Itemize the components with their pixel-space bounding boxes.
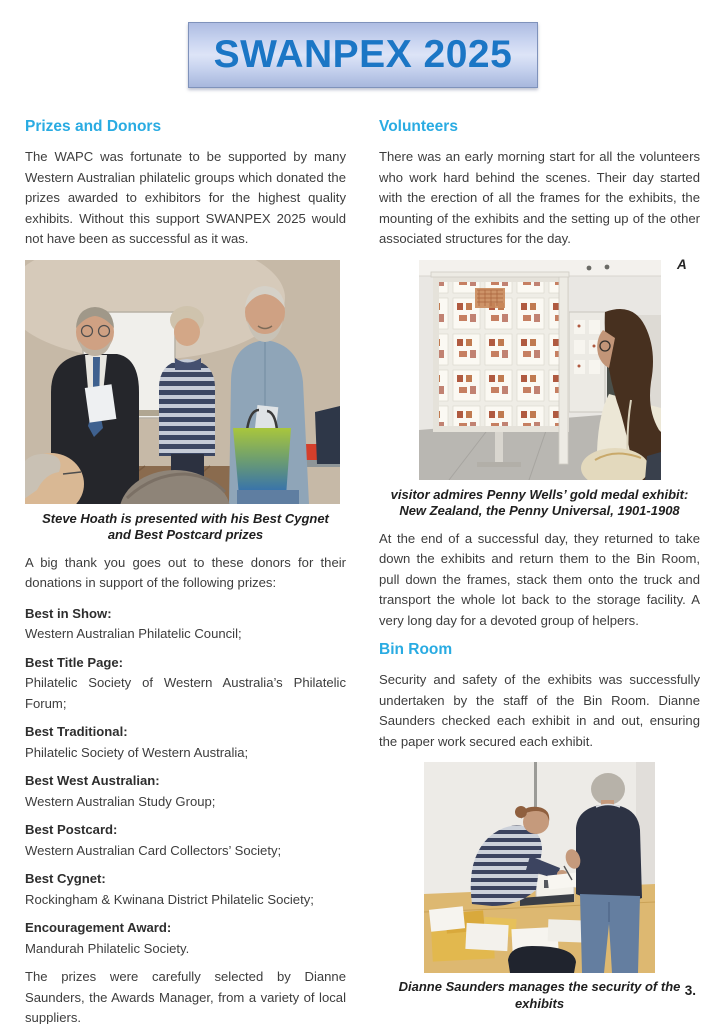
prize-donor: Philatelic Society of Western Australia’s Philatelic Forum; <box>25 675 346 711</box>
heading-bin-room: Bin Room <box>379 641 453 658</box>
prize-donor: Rockingham & Kwinana District Philatelic Society; <box>25 891 314 907</box>
prizes-closing-paragraph: The prizes were carefully selected by Dianne Saunders, the Awards Manager, from a variety of local suppliers. <box>25 969 346 1024</box>
prize-item-best-in-show <box>25 604 346 645</box>
prize-photo-caption: Steve Hoath is presented with his Best Cygnet and Best Postcard prizes <box>42 510 329 542</box>
volunteers-paragraph: There was an early morning start for all the volunteers who work hard behind the scenes. Their day started with the erection of all the frames for the exhibits, the mounting of the exhibits and the setting up of the other associated structures for the day. <box>379 149 700 246</box>
heading-volunteers: Volunteers <box>379 118 458 135</box>
page-title: SWANPEX 2025 <box>213 33 513 76</box>
exhibit-visitor-figure <box>379 260 700 520</box>
exhibit-photo-caption: visitor admires Penny Wells’ gold medal exhibit: New Zealand, the Penny Universal, 1901-1908 <box>390 486 689 518</box>
prizes-intro-paragraph: The WAPC was fortunate to be supported by many Western Australian philatelic groups which donated the prizes awarded to exhibitors for the highest quality exhibits. Without this support SWANPEX 2025 would not have been as successful as it was. <box>25 149 346 246</box>
prize-item-best-traditional <box>25 722 346 763</box>
title-banner <box>188 22 538 88</box>
prize-donor: Western Australian Card Collectors’ Society; <box>25 842 282 858</box>
exhibit-visitor-photo <box>419 260 661 480</box>
prize-item-encouragement-award <box>25 918 346 959</box>
prize-label: Best in Show: <box>25 605 112 621</box>
prize-item-best-cygnet <box>25 869 346 910</box>
prize-label: Best West Australian: <box>25 773 160 788</box>
bin-room-paragraph: Security and safety of the exhibits was successfully undertaken by the staff of the Bin Room. Dianne Saunders checked each exhibit in and out, ensuring the paper work secured each exhibit. <box>379 672 700 749</box>
prize-presentation-photo <box>25 260 340 504</box>
prize-label: Best Title Page: <box>25 654 123 670</box>
prize-label: Best Cygnet: <box>25 871 106 886</box>
left-column <box>25 118 346 1024</box>
bin-room-photo <box>424 762 655 973</box>
bin-room-figure <box>379 762 700 1012</box>
heading-prizes-and-donors: Prizes and Donors <box>25 118 162 135</box>
prize-presentation-figure <box>25 260 346 544</box>
teardown-paragraph: At the end of a successful day, they returned to take down the exhibits and return them to the Bin Room, pull down the frames, stack them onto the truck and transport the whole lot back to the storage facility. A very long day for a devoted group of helpers. <box>379 530 700 628</box>
prize-label: Encouragement Award: <box>25 920 172 935</box>
page-number: 3. <box>684 983 696 998</box>
prize-donor: Western Australian Study Group; <box>25 793 216 809</box>
prize-donor: Philatelic Society of Western Australia; <box>25 744 249 760</box>
right-column <box>379 118 700 1012</box>
prize-donor: Mandurah Philatelic Society. <box>25 940 190 956</box>
prize-label: Best Postcard: <box>25 822 118 837</box>
figure-label-a: A <box>677 257 687 272</box>
bin-room-photo-caption: Dianne Saunders manages the security of the exhibits <box>398 979 681 1011</box>
prize-donor: Western Australian Philatelic Council; <box>25 626 242 641</box>
prize-item-best-postcard <box>25 820 346 861</box>
prize-item-best-title-page <box>25 653 346 715</box>
prize-label: Best Traditional: <box>25 724 128 739</box>
prize-item-best-west-australian <box>25 771 346 812</box>
thanks-paragraph: A big thank you goes out to these donors for their donations in support of the following prizes: <box>25 554 346 590</box>
